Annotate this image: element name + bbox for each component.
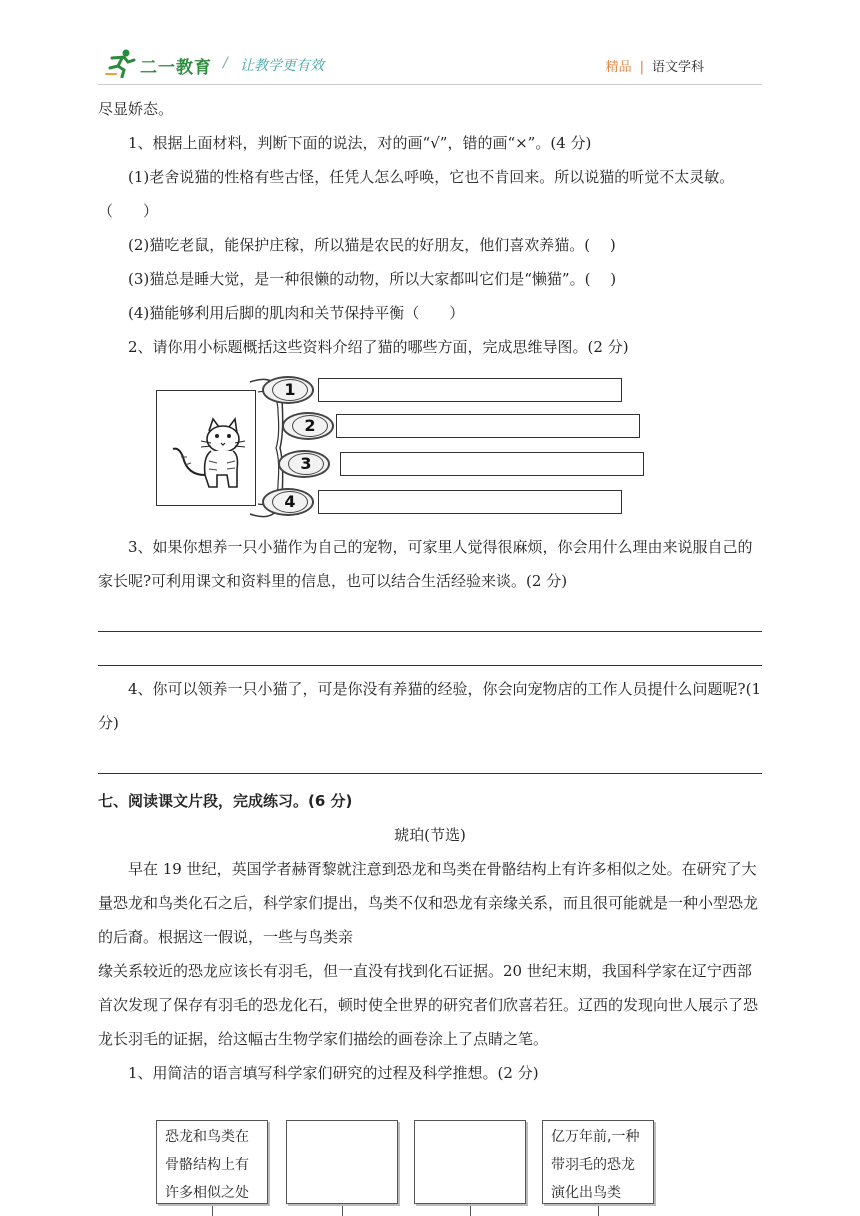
answer-line[interactable]	[98, 598, 762, 632]
answer-line[interactable]	[98, 740, 762, 774]
flow-box-4: 亿万年前,一种带羽毛的恐龙演化出鸟类	[542, 1120, 654, 1204]
page-header	[0, 0, 860, 90]
passage-title: 琥珀(节选)	[394, 826, 466, 844]
question-1-item-1: (1)老舍说猫的性格有些古怪，任凭人怎么呼唤，它也不肯回来。所以说猫的听觉不太灵敏。（ ）	[98, 168, 735, 220]
header-separator: |	[639, 60, 644, 75]
node-number: 4	[272, 491, 308, 513]
flow-box-3-blank[interactable]	[414, 1120, 526, 1204]
answer-box-1[interactable]	[318, 378, 622, 402]
answer-line[interactable]	[98, 632, 762, 666]
section-7-question-1-prompt: 1、用简洁的语言填写科学家们研究的过程及科学推想。(2 分)	[128, 1064, 539, 1082]
worksheet-content	[98, 92, 762, 1090]
subject-label: 语文学科	[651, 60, 704, 75]
passage-paragraph-2: 缘关系较近的恐龙应该长有羽毛，但一直没有找到化石证据。20 世纪末期，我国科学家在辽宁西部首次发现了保存有羽毛的恐龙化石，顿时使全世界的研究者们欣喜若狂。辽西的发现向世人展示了恐龙长羽毛的证据，给这幅古生物学家们描绘的画卷涂上了点睛之笔。	[98, 962, 759, 1048]
answer-box-3[interactable]	[340, 452, 644, 476]
flow-box-1: 恐龙和鸟类在骨骼结构上有许多相似之处	[156, 1120, 268, 1204]
question-1-item-2: (2)猫吃老鼠，能保护庄稼，所以猫是农民的好朋友，他们喜欢养猫。( )	[128, 236, 616, 254]
flow-connector	[470, 1206, 471, 1216]
question-2-prompt: 2、请你用小标题概括这些资料介绍了猫的哪些方面，完成思维导图。(2 分)	[128, 338, 629, 356]
flow-connector	[212, 1206, 213, 1216]
node-number: 3	[288, 453, 324, 475]
question-1-item-3: (3)猫总是睡大觉，是一种很懒的动物，所以大家都叫它们是“懒猫”。( )	[128, 270, 617, 288]
node-number: 1	[272, 379, 308, 401]
question-1-prompt: 1、根据上面材料，判断下面的说法，对的画“√”，错的画“×”。(4 分)	[128, 134, 592, 152]
node-number: 2	[292, 415, 328, 437]
logo	[104, 48, 214, 80]
answer-box-4[interactable]	[318, 490, 622, 514]
passage-paragraph-1: 早在 19 世纪，英国学者赫胥黎就注意到恐龙和鸟类在骨骼结构上有许多相似之处。在研究了大量恐龙和鸟类化石之后，科学家们提出，鸟类不仅和恐龙有亲缘关系，而且很可能就是一种小型恐龙的后裔。根据这一假说，一些与鸟类亲	[98, 860, 759, 946]
header-divider	[98, 84, 762, 85]
question-1-item-4: (4)猫能够利用后脚的肌肉和关节保持平衡（ ）	[128, 304, 465, 322]
answer-box-2[interactable]	[336, 414, 640, 438]
flow-connector	[342, 1206, 343, 1216]
slogan: 让教学更有效	[240, 58, 324, 74]
slogan-slash: /	[223, 55, 228, 71]
runner-icon	[104, 48, 138, 78]
intro-tail: 尽显娇态。	[98, 100, 174, 118]
flow-box-2-blank[interactable]	[286, 1120, 398, 1204]
research-flow-chart	[152, 1120, 656, 1216]
quality-badge: 精品	[605, 60, 632, 75]
flow-connector	[598, 1206, 599, 1216]
question-3-prompt: 3、如果你想养一只小猫作为自己的宠物，可家里人觉得很麻烦，你会用什么理由来说服自己的家长呢?可利用课文和资料里的信息，也可以结合生活经验来谈。(2 分)	[98, 538, 753, 590]
logo-text: 二一教育	[140, 58, 212, 78]
header-subject-area	[606, 56, 704, 75]
mind-map	[98, 372, 762, 524]
question-4-prompt: 4、你可以领养一只小猫了，可是你没有养猫的经验，你会向宠物店的工作人员提什么问题呢?(1 分)	[98, 680, 761, 732]
section-7-title: 七、阅读课文片段，完成练习。(6 分)	[98, 792, 353, 810]
